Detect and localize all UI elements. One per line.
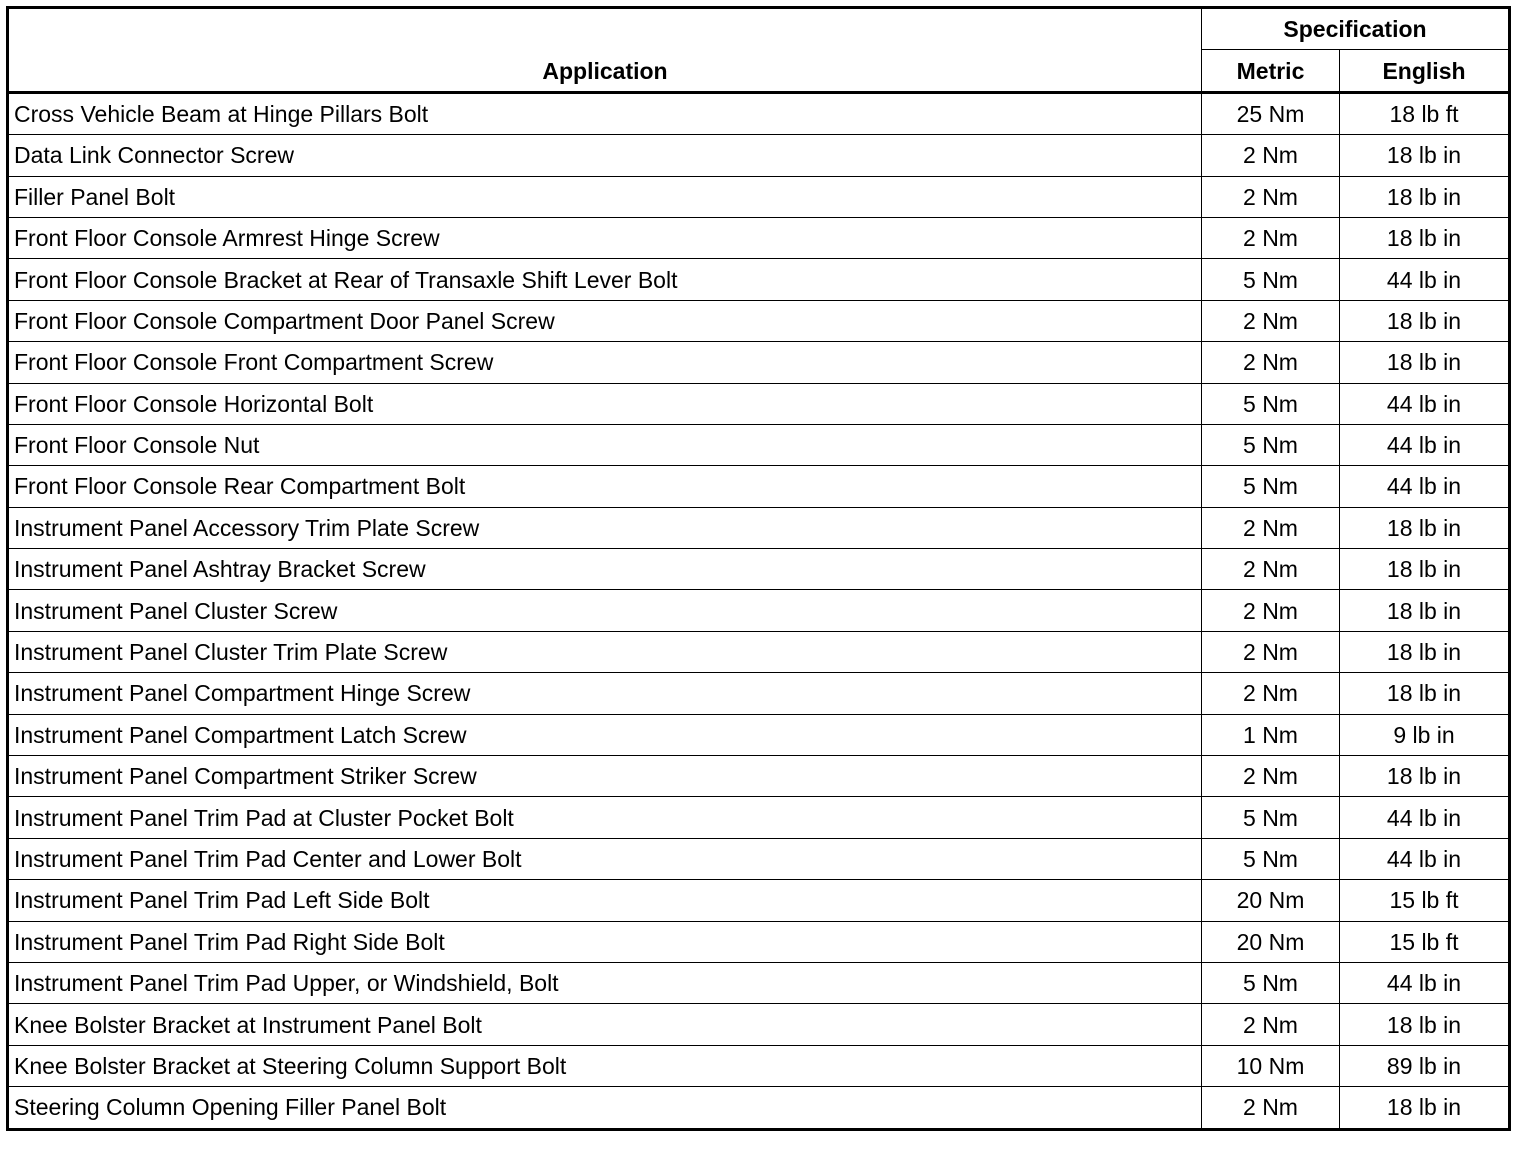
table-row: [8, 507, 1510, 548]
table-row: [8, 217, 1510, 258]
metric-cell: 2 Nm: [1202, 300, 1340, 341]
english-cell: 18 lb in: [1340, 673, 1510, 714]
metric-column-header: Metric: [1202, 50, 1340, 92]
english-cell: 18 lb in: [1340, 135, 1510, 176]
metric-cell: 2 Nm: [1202, 507, 1340, 548]
metric-cell: 2 Nm: [1202, 756, 1340, 797]
english-cell: 44 lb in: [1340, 259, 1510, 300]
english-cell: 44 lb in: [1340, 797, 1510, 838]
table-row: [8, 424, 1510, 465]
table-body: [8, 92, 1510, 1129]
metric-cell: 5 Nm: [1202, 424, 1340, 465]
table-row: [8, 1004, 1510, 1045]
application-cell: Instrument Panel Cluster Screw: [8, 590, 1202, 631]
table-row: [8, 590, 1510, 631]
application-cell: Instrument Panel Trim Pad Left Side Bolt: [8, 880, 1202, 921]
fastener-spec-table: [6, 6, 1511, 1131]
english-cell: 18 lb in: [1340, 342, 1510, 383]
table-row: [8, 300, 1510, 341]
application-cell: Knee Bolster Bracket at Steering Column Support Bolt: [8, 1045, 1202, 1086]
table-row: [8, 1087, 1510, 1129]
english-cell: 15 lb ft: [1340, 921, 1510, 962]
table-row: [8, 756, 1510, 797]
table-row: [8, 962, 1510, 1003]
english-cell: 44 lb in: [1340, 838, 1510, 879]
metric-cell: 5 Nm: [1202, 838, 1340, 879]
metric-cell: 2 Nm: [1202, 549, 1340, 590]
english-cell: 44 lb in: [1340, 424, 1510, 465]
metric-cell: 5 Nm: [1202, 962, 1340, 1003]
metric-cell: 5 Nm: [1202, 383, 1340, 424]
table-row: [8, 549, 1510, 590]
table-row: [8, 921, 1510, 962]
table-header: [8, 8, 1510, 93]
metric-cell: 20 Nm: [1202, 880, 1340, 921]
application-cell: Front Floor Console Front Compartment Screw: [8, 342, 1202, 383]
table-row: [8, 838, 1510, 879]
english-cell: 18 lb in: [1340, 217, 1510, 258]
application-cell: Instrument Panel Trim Pad at Cluster Pocket Bolt: [8, 797, 1202, 838]
application-cell: Front Floor Console Compartment Door Panel Screw: [8, 300, 1202, 341]
english-cell: 18 lb in: [1340, 176, 1510, 217]
english-cell: 18 lb in: [1340, 631, 1510, 672]
metric-cell: 2 Nm: [1202, 217, 1340, 258]
application-cell: Knee Bolster Bracket at Instrument Panel Bolt: [8, 1004, 1202, 1045]
metric-cell: 5 Nm: [1202, 259, 1340, 300]
application-cell: Front Floor Console Armrest Hinge Screw: [8, 217, 1202, 258]
application-cell: Instrument Panel Trim Pad Center and Lower Bolt: [8, 838, 1202, 879]
application-cell: Instrument Panel Accessory Trim Plate Screw: [8, 507, 1202, 548]
english-cell: 18 lb in: [1340, 549, 1510, 590]
metric-cell: 20 Nm: [1202, 921, 1340, 962]
metric-cell: 2 Nm: [1202, 1004, 1340, 1045]
application-cell: Front Floor Console Horizontal Bolt: [8, 383, 1202, 424]
application-cell: Data Link Connector Screw: [8, 135, 1202, 176]
application-column-header: Application: [8, 8, 1202, 93]
table-row: [8, 176, 1510, 217]
metric-cell: 2 Nm: [1202, 1087, 1340, 1129]
application-cell: Filler Panel Bolt: [8, 176, 1202, 217]
english-cell: 18 lb in: [1340, 1087, 1510, 1129]
metric-cell: 10 Nm: [1202, 1045, 1340, 1086]
metric-cell: 2 Nm: [1202, 176, 1340, 217]
application-cell: Front Floor Console Bracket at Rear of Transaxle Shift Lever Bolt: [8, 259, 1202, 300]
english-cell: 18 lb in: [1340, 300, 1510, 341]
application-cell: Instrument Panel Compartment Striker Screw: [8, 756, 1202, 797]
specification-column-header: Specification: [1202, 8, 1510, 50]
application-cell: Instrument Panel Cluster Trim Plate Screw: [8, 631, 1202, 672]
metric-cell: 2 Nm: [1202, 342, 1340, 383]
application-cell: Instrument Panel Trim Pad Right Side Bolt: [8, 921, 1202, 962]
english-cell: 89 lb in: [1340, 1045, 1510, 1086]
application-cell: Instrument Panel Ashtray Bracket Screw: [8, 549, 1202, 590]
application-cell: Cross Vehicle Beam at Hinge Pillars Bolt: [8, 92, 1202, 134]
table-row: [8, 466, 1510, 507]
metric-cell: 1 Nm: [1202, 714, 1340, 755]
english-cell: 18 lb ft: [1340, 92, 1510, 134]
application-cell: Front Floor Console Rear Compartment Bolt: [8, 466, 1202, 507]
english-cell: 44 lb in: [1340, 383, 1510, 424]
metric-cell: 2 Nm: [1202, 673, 1340, 714]
english-cell: 44 lb in: [1340, 962, 1510, 1003]
english-cell: 44 lb in: [1340, 466, 1510, 507]
english-cell: 18 lb in: [1340, 1004, 1510, 1045]
table-row: [8, 92, 1510, 134]
english-cell: 18 lb in: [1340, 590, 1510, 631]
application-cell: Instrument Panel Compartment Hinge Screw: [8, 673, 1202, 714]
english-cell: 15 lb ft: [1340, 880, 1510, 921]
english-cell: 18 lb in: [1340, 507, 1510, 548]
english-cell: 18 lb in: [1340, 756, 1510, 797]
table-row: [8, 1045, 1510, 1086]
table-row: [8, 383, 1510, 424]
table-row: [8, 714, 1510, 755]
metric-cell: 2 Nm: [1202, 631, 1340, 672]
table-row: [8, 342, 1510, 383]
table-row: [8, 135, 1510, 176]
table-row: [8, 880, 1510, 921]
metric-cell: 2 Nm: [1202, 590, 1340, 631]
application-cell: Instrument Panel Trim Pad Upper, or Windshield, Bolt: [8, 962, 1202, 1003]
metric-cell: 5 Nm: [1202, 466, 1340, 507]
english-column-header: English: [1340, 50, 1510, 92]
metric-cell: 2 Nm: [1202, 135, 1340, 176]
english-cell: 9 lb in: [1340, 714, 1510, 755]
application-cell: Front Floor Console Nut: [8, 424, 1202, 465]
application-cell: Instrument Panel Compartment Latch Screw: [8, 714, 1202, 755]
table-row: [8, 631, 1510, 672]
metric-cell: 5 Nm: [1202, 797, 1340, 838]
fastener-spec-table-container: [6, 6, 1511, 1131]
table-row: [8, 673, 1510, 714]
table-row: [8, 797, 1510, 838]
metric-cell: 25 Nm: [1202, 92, 1340, 134]
table-row: [8, 259, 1510, 300]
application-cell: Steering Column Opening Filler Panel Bolt: [8, 1087, 1202, 1129]
